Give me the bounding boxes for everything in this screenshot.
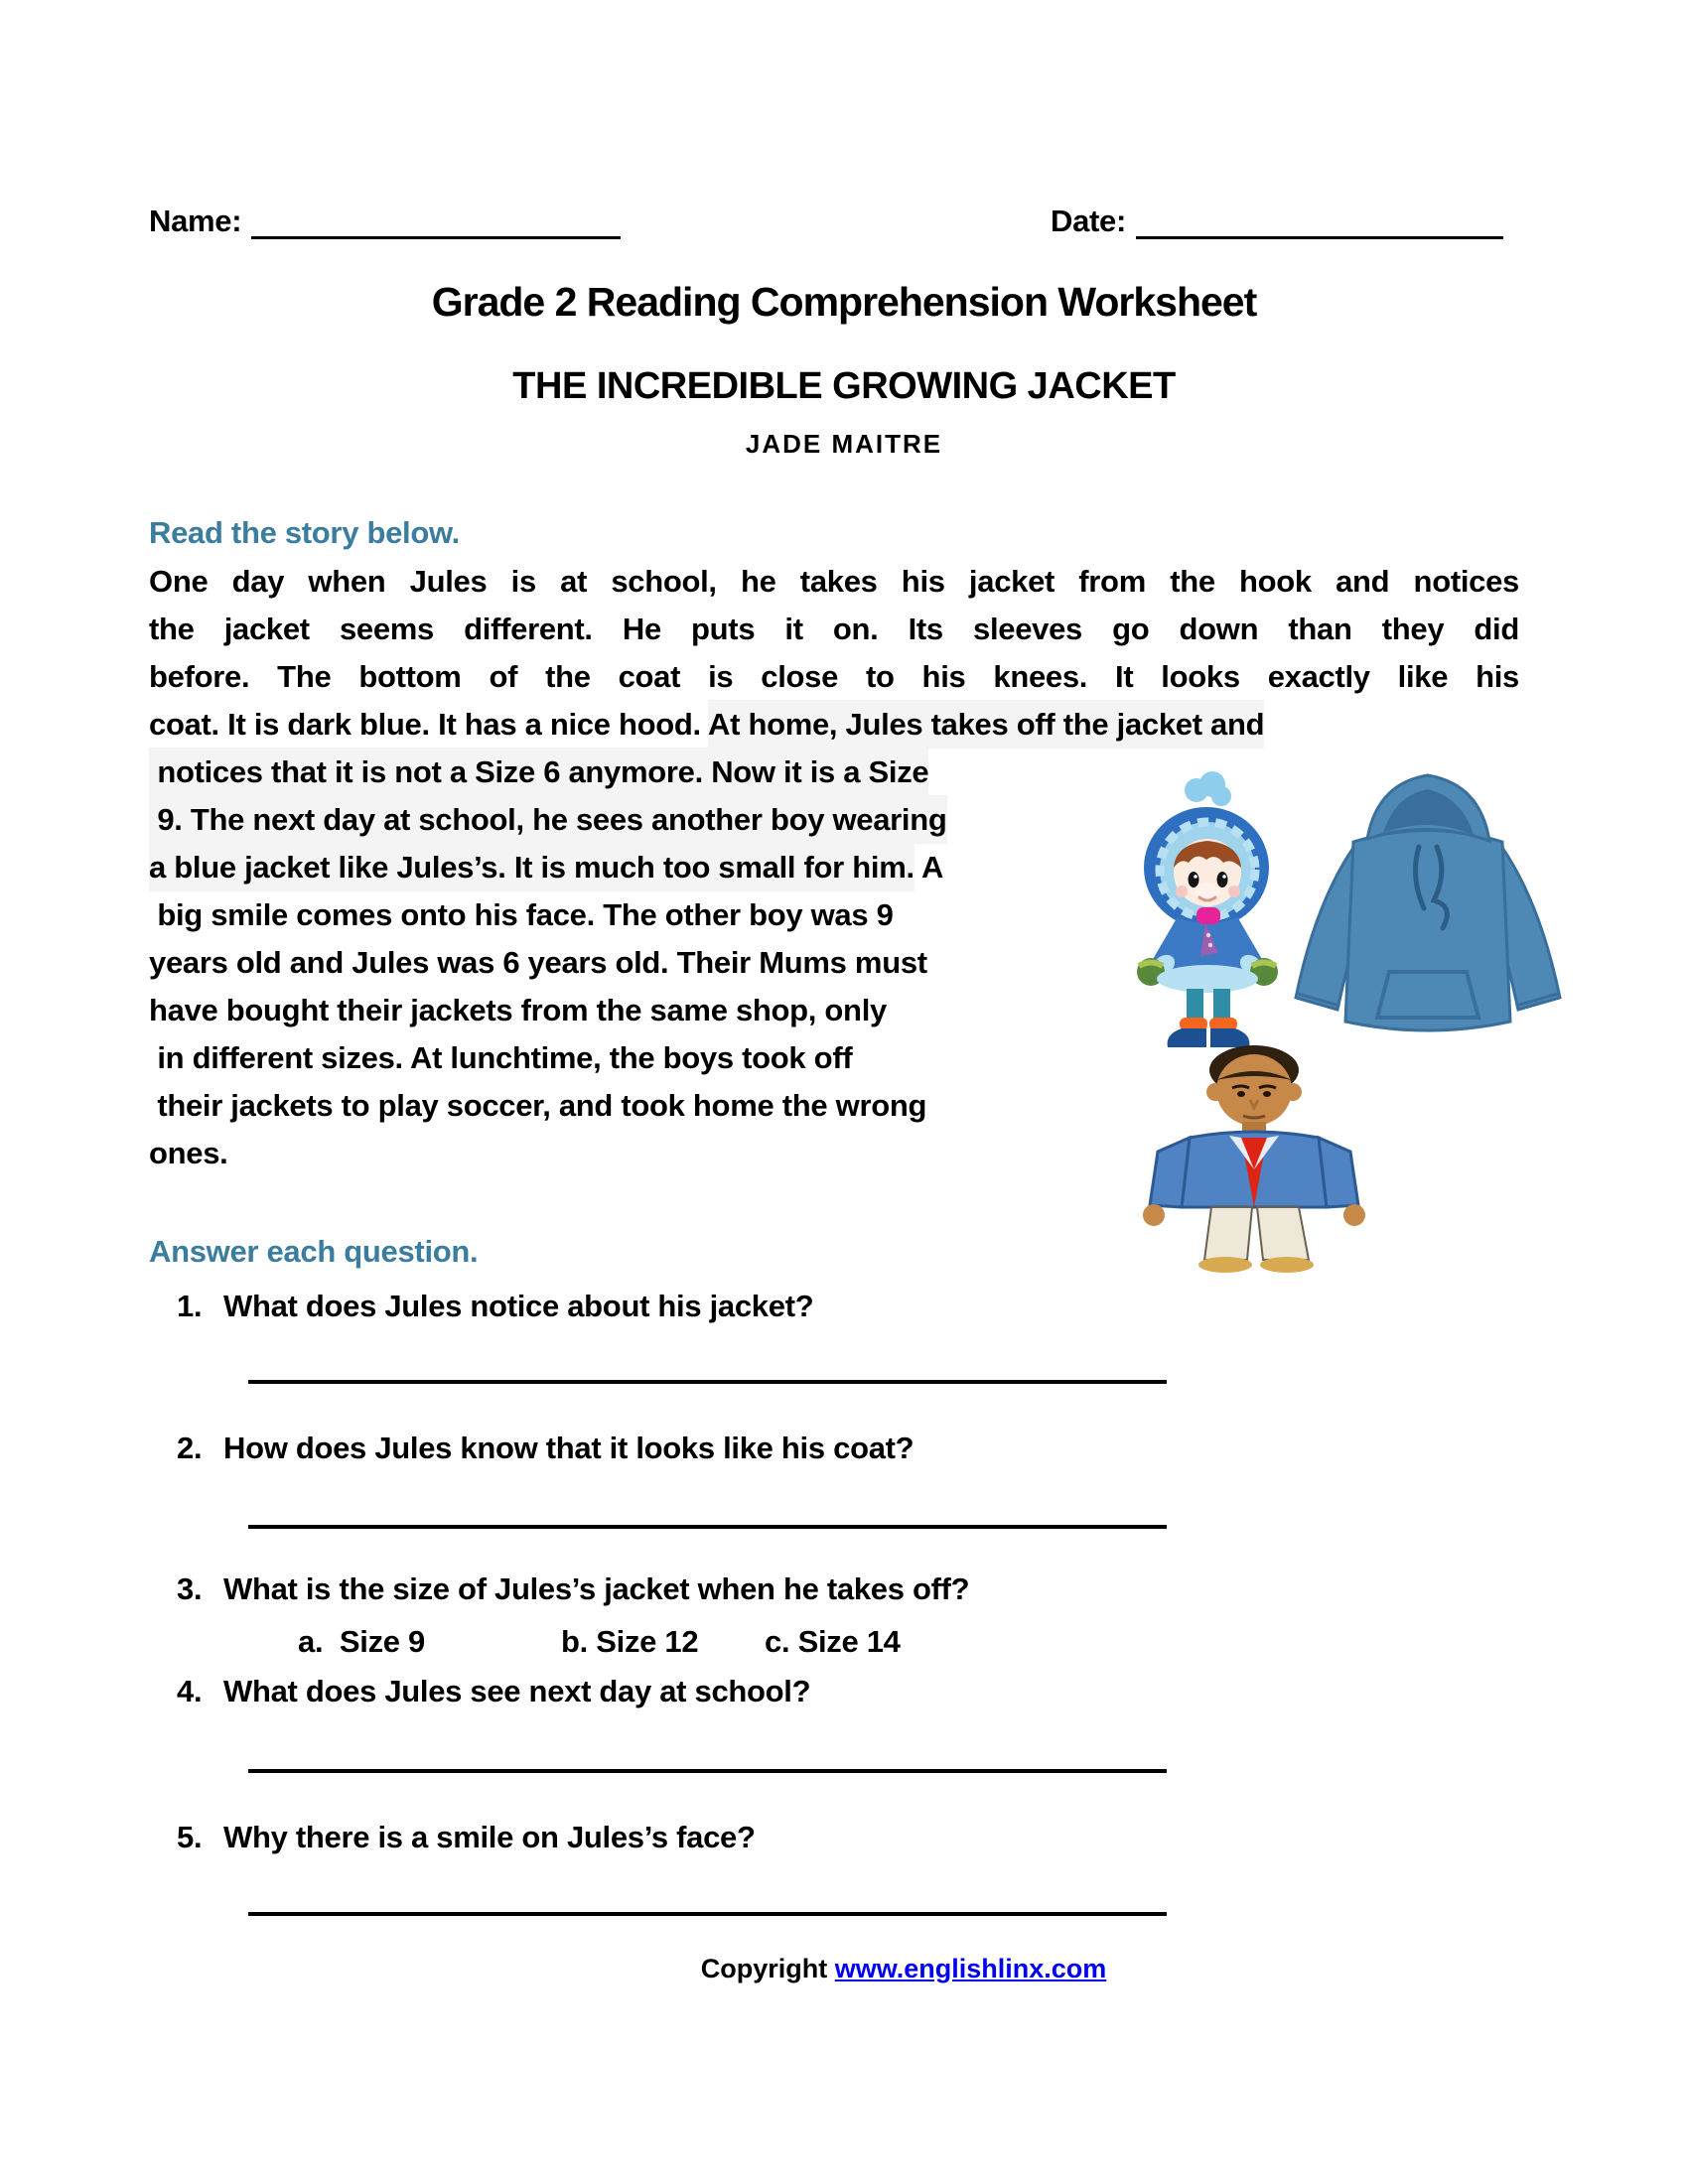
- story-line: have bought their jackets from the same shop, only: [149, 993, 887, 1027]
- answer-blank-line: [248, 1380, 1167, 1384]
- option-b: b. Size 12: [561, 1624, 699, 1659]
- question-3: [177, 1571, 969, 1607]
- highlighted-text: notices that it is not a Size 6 anymore. Now it is a Size: [149, 748, 928, 796]
- blue-hoodie-illustration: [1284, 757, 1572, 1055]
- question-4: [177, 1674, 810, 1709]
- answer-blank-line: [248, 1525, 1167, 1529]
- question-number: 3.: [177, 1571, 203, 1606]
- option-c: c. Size 14: [765, 1624, 901, 1659]
- question-number: 5.: [177, 1820, 203, 1854]
- story-title: THE INCREDIBLE GROWING JACKET: [512, 365, 1176, 407]
- option-a: a. Size 9: [298, 1624, 425, 1659]
- story-line: the jacket seems different. He puts it on. Its sleeves go down than they did: [149, 612, 1519, 646]
- name-label: Name:: [149, 204, 242, 238]
- story-line: their jackets to play soccer, and took home the wrong: [149, 1088, 927, 1123]
- story-line: in different sizes. At lunchtime, the boys took off: [149, 1040, 853, 1075]
- highlighted-text: a blue jacket like Jules’s. It is much too small for him.: [149, 843, 914, 891]
- question-text: What is the size of Jules’s jacket when he takes off?: [223, 1571, 970, 1606]
- question-5: [177, 1820, 756, 1855]
- question-2: [177, 1431, 914, 1466]
- copyright-link[interactable]: www.englishlinx.com: [834, 1954, 1107, 1983]
- question-number: 1.: [177, 1289, 203, 1323]
- answer-questions-heading: Answer each question.: [149, 1234, 479, 1269]
- answer-blank-line: [248, 1912, 1167, 1916]
- question-text: What does Jules see next day at school?: [223, 1674, 811, 1708]
- story-line: before. The bottom of the coat is close to his knees. It looks exactly like his: [149, 659, 1519, 694]
- boy-in-denim-jacket-illustration: [1120, 1040, 1388, 1274]
- question-number: 4.: [177, 1674, 203, 1708]
- date-label: Date:: [1051, 204, 1127, 238]
- date-field: [1051, 203, 1503, 239]
- question-text: What does Jules notice about his jacket?: [223, 1289, 814, 1323]
- story-line: years old and Jules was 6 years old. Their Mums must: [149, 945, 927, 980]
- highlighted-text: 9. The next day at school, he sees another boy wearing: [149, 795, 947, 844]
- worksheet-title: Grade 2 Reading Comprehension Worksheet: [431, 279, 1257, 325]
- date-blank-line: [1136, 203, 1503, 239]
- read-story-heading: Read the story below.: [149, 515, 460, 550]
- story-line: big smile comes onto his face. The other boy was 9: [149, 897, 894, 932]
- story-line: coat. It is dark blue. It has a nice hood. At home, Jules takes off the jacket and: [149, 701, 1519, 749]
- copyright-line: [0, 1954, 1688, 1984]
- story-line: ones.: [149, 1136, 228, 1170]
- winter-kid-illustration: [1127, 766, 1291, 1049]
- question-number: 2.: [177, 1431, 203, 1465]
- question-text: How does Jules know that it looks like his coat?: [223, 1431, 914, 1465]
- copyright-label: Copyright: [700, 1954, 835, 1983]
- story-line: One day when Jules is at school, he takes his jacket from the hook and notices: [149, 564, 1519, 599]
- question-text: Why there is a smile on Jules’s face?: [223, 1820, 756, 1854]
- highlighted-text: At home, Jules takes off the jacket and: [708, 700, 1264, 749]
- question-1: [177, 1289, 813, 1324]
- name-field: [149, 203, 621, 239]
- story-line: a blue jacket like Jules’s. It is much too small for him. A: [149, 844, 1519, 891]
- name-blank-line: [251, 203, 621, 239]
- answer-blank-line: [248, 1769, 1167, 1773]
- story-author: JADE MAITRE: [745, 429, 943, 459]
